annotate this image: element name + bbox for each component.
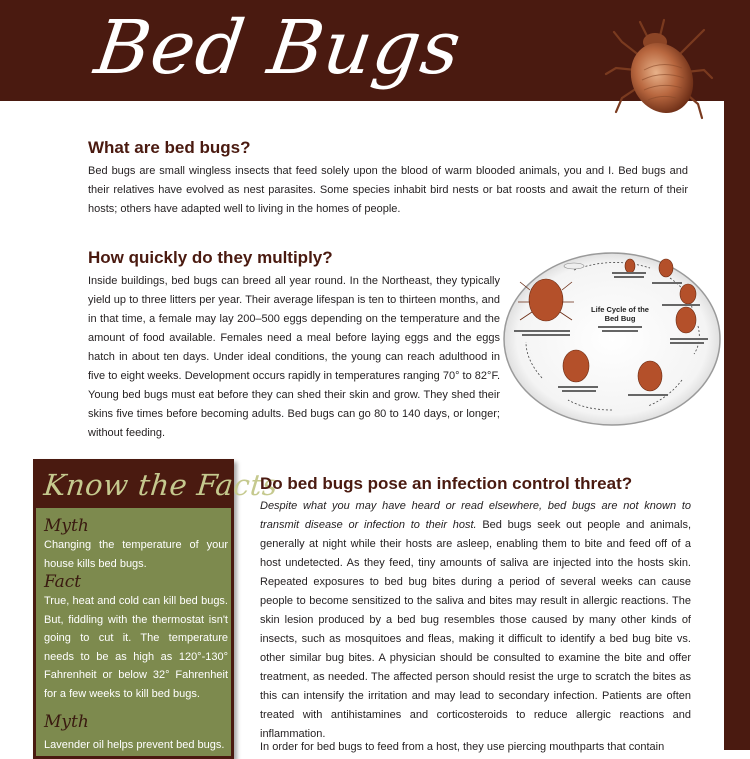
page-title: Bed Bugs xyxy=(89,5,467,91)
know-the-facts-box xyxy=(33,459,280,759)
bed-bug-photo-icon xyxy=(600,12,718,130)
heading-infection-control: Do bed bugs pose an infection control threat? xyxy=(260,474,633,493)
facts-text-myth-1: Changing the temperature of your house kills bed bugs. xyxy=(44,539,228,570)
facts-label-fact-1: Fact xyxy=(44,572,82,592)
heading-what-are-bed-bugs: What are bed bugs? xyxy=(88,138,251,157)
lifecycle-title-line-2: Bed Bug xyxy=(604,314,636,323)
facts-text-fact-1: True, heat and cold can kill bed bugs. But, fiddling with the thermostat isn't going to cut it. The temperature needs to be as high as 120°-130° Fahrenheit or below 32° Fahrenheit for a few weeks to kill bed bugs. xyxy=(44,595,228,700)
text-how-quickly-multiply: Inside buildings, bed bugs can breed all year round. In the Northeast, they typically yield up to three litters per year. Their average lifespan is ten to thirteen months, and in that time, a female may lay 200–500 eggs depending on the temperature and the amount of food available. Females need a meal before laying eggs and the eggs hatch in about ten days. Under ideal conditions, the young can reach adulthood in five to eight weeks. Development occurs rapidly in temperatures ranging 70° to 82°F. Young bed bugs must eat before they can shed their skin and grow. They shed their skins five times before becoming adults. Bed bugs can go 80 to 140 days, or longer; without feeding. xyxy=(88,275,500,439)
right-border-bar xyxy=(724,101,750,750)
heading-how-quickly-multiply: How quickly do they multiply? xyxy=(88,248,333,267)
facts-text-myth-2: Lavender oil helps prevent bed bugs. xyxy=(44,739,225,751)
text-infection-intro-italic: Despite what you may have heard or read elsewhere, bed bugs are not known to transmit disease or infection to their host. xyxy=(260,500,691,531)
lifecycle-title-line-1: Life Cycle of the xyxy=(591,305,649,314)
bed-bug-lifecycle-diagram-icon xyxy=(502,250,722,428)
facts-label-myth-2: Myth xyxy=(44,712,89,732)
text-infection-continued: In order for bed bugs to feed from a host, they use piercing mouthparts that contain xyxy=(260,741,665,753)
text-what-are-bed-bugs: Bed bugs are small wingless insects that feed solely upon the blood of warm blooded animals, you and I. Bed bugs and their relatives have evolved as nest parasites. Some species inhabit bird nests or bat roosts and await the return of their hosts; others have adapted well to living in the homes of people. xyxy=(88,165,688,215)
text-infection-body: Bed bugs seek out people and animals, generally at night while their hosts are asleep, enabling them to bite and feed off of a host undetected. As they feed, tiny amounts of saliva are injected into the hosts skin. Repeated exposures to bed bug bites during a period of several weeks can cause people to become sensitized to the saliva and bites may result in allergic reactions. The skin lesion produced by a bed bug resembles those caused by many other kinds of insects, such as mosquitoes and fleas, making it difficult to identify a bed bug bite vs. other similar bug bites. A physician should be consulted to examine the bite and offer treatment, as needed. The affected person should resist the urge to scratch the bites as this can intensify the irritation and may lead to secondary infection. Patients are often treated with antihistamines and corticosteroids to reduce allergic reactions and inflammation. xyxy=(260,519,691,740)
facts-title: Know the Facts xyxy=(42,468,280,502)
text-infection-control xyxy=(260,497,691,744)
facts-label-myth-1: Myth xyxy=(44,516,89,536)
